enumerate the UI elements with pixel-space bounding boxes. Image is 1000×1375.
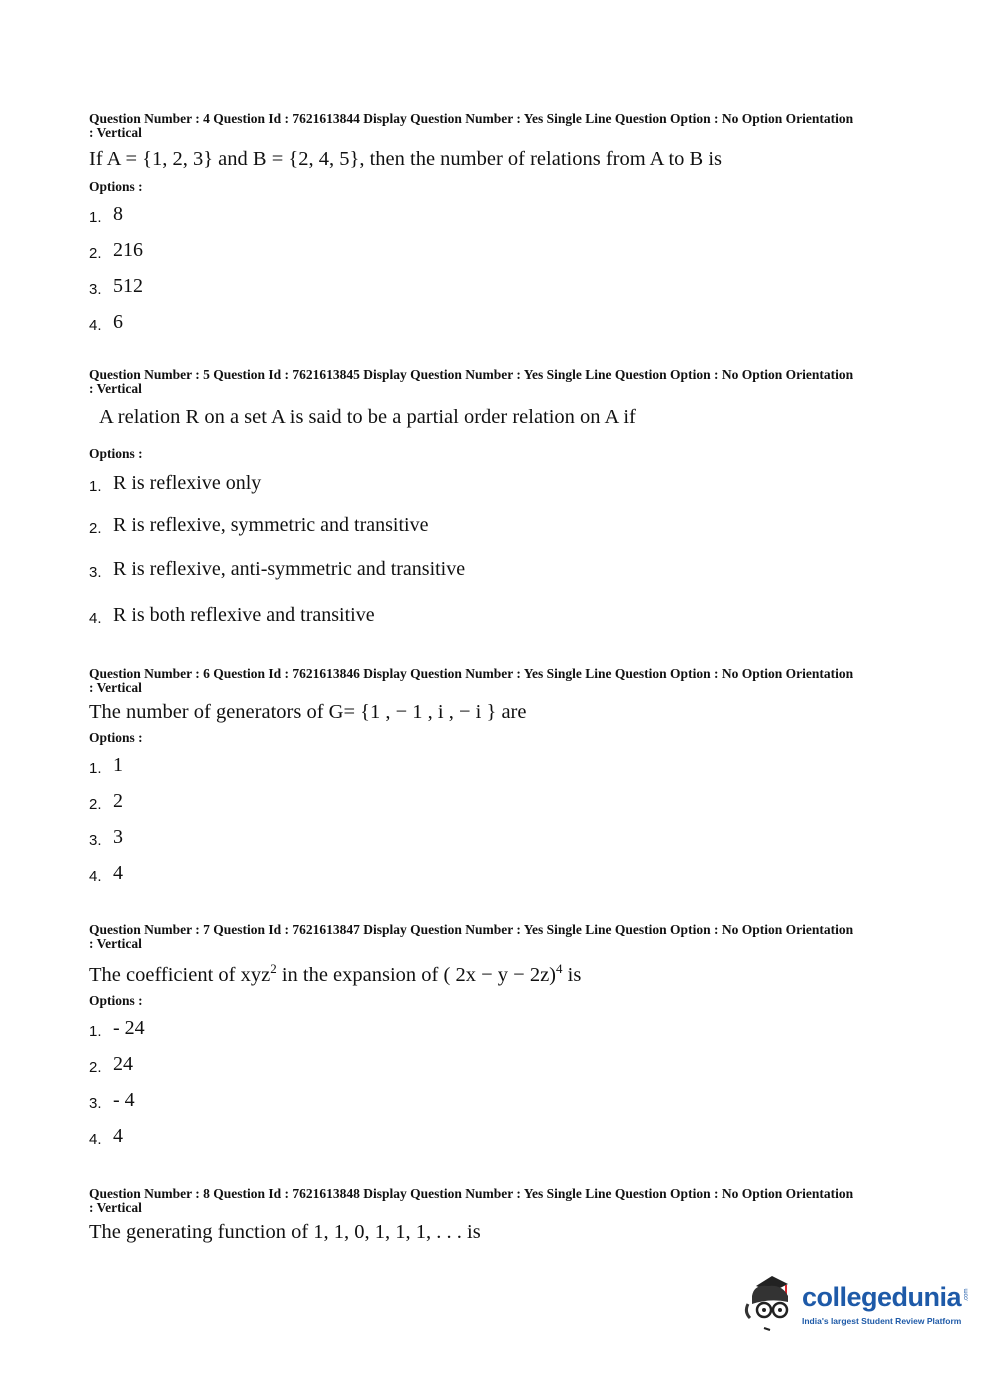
question-5 bbox=[89, 368, 859, 642]
option-text: 4 bbox=[113, 1124, 123, 1147]
option-text: 6 bbox=[113, 311, 123, 333]
option-text: 216 bbox=[113, 239, 143, 261]
option-number: 3. bbox=[89, 1094, 102, 1112]
option-1[interactable] bbox=[89, 754, 123, 777]
options-label: Options : bbox=[89, 179, 143, 194]
option-1[interactable] bbox=[89, 1017, 145, 1040]
option-1[interactable] bbox=[89, 472, 261, 495]
question-meta: Question Number : 7 Question Id : 7621613847 Display Question Number : Yes Single Line Question Option : No Option Orientation : Vertical bbox=[89, 922, 854, 951]
option-text: R is reflexive, symmetric and transitive bbox=[113, 514, 429, 536]
option-number: 3. bbox=[89, 832, 102, 849]
option-2[interactable] bbox=[89, 1053, 133, 1076]
question-meta: Question Number : 8 Question Id : 7621613848 Display Question Number : Yes Single Line Question Option : No Option Orientation : Vertical bbox=[89, 1186, 854, 1215]
option-text: R is both reflexive and transitive bbox=[113, 604, 375, 626]
option-text: - 4 bbox=[113, 1088, 135, 1111]
option-text: - 24 bbox=[113, 1016, 145, 1039]
option-3[interactable] bbox=[89, 1089, 135, 1112]
question-meta: Question Number : 6 Question Id : 7621613846 Display Question Number : Yes Single Line Question Option : No Option Orientation : Vertical bbox=[89, 666, 854, 695]
option-1[interactable] bbox=[89, 203, 123, 226]
logo-wordmark: collegedunia bbox=[802, 1282, 962, 1312]
option-text: 8 bbox=[113, 203, 123, 225]
logo-suffix: .com bbox=[963, 1288, 970, 1302]
collegedunia-logo bbox=[742, 1272, 972, 1342]
question-stem: The number of generators of G= {1 , − 1 , i , − i } are bbox=[89, 701, 527, 723]
option-number: 2. bbox=[89, 245, 102, 262]
option-text: R is reflexive only bbox=[113, 472, 262, 494]
option-3[interactable] bbox=[89, 558, 465, 581]
option-2[interactable] bbox=[89, 239, 143, 262]
option-4[interactable] bbox=[89, 1125, 123, 1148]
option-number: 4. bbox=[89, 610, 102, 627]
option-number: 3. bbox=[89, 281, 102, 298]
option-4[interactable] bbox=[89, 311, 123, 334]
option-text: 3 bbox=[113, 826, 123, 848]
option-number: 3. bbox=[89, 564, 102, 581]
option-number: 1. bbox=[89, 1022, 102, 1040]
options-label: Options : bbox=[89, 446, 143, 461]
option-2[interactable] bbox=[89, 514, 428, 537]
option-text: 2 bbox=[113, 790, 123, 812]
question-stem bbox=[89, 961, 859, 987]
option-3[interactable] bbox=[89, 275, 143, 298]
question-4 bbox=[89, 112, 859, 345]
question-meta: Question Number : 4 Question Id : 7621613844 Display Question Number : Yes Single Line Question Option : No Option Orientation : Vertical bbox=[89, 111, 854, 140]
option-text: 4 bbox=[113, 862, 123, 884]
student-mascot-icon bbox=[742, 1272, 800, 1334]
question-stem: If A = {1, 2, 3} and B = {2, 4, 5}, then the number of relations from A to B is bbox=[89, 148, 723, 170]
option-number: 4. bbox=[89, 868, 102, 885]
option-number: 2. bbox=[89, 1058, 102, 1076]
option-number: 4. bbox=[89, 1130, 102, 1148]
option-text: 512 bbox=[113, 275, 143, 297]
option-number: 1. bbox=[89, 478, 102, 495]
logo-tagline: India's largest Student Review Platform bbox=[802, 1316, 962, 1326]
question-7 bbox=[89, 923, 859, 1159]
question-6 bbox=[89, 667, 859, 896]
options-label: Options : bbox=[89, 730, 143, 745]
option-4[interactable] bbox=[89, 862, 123, 885]
question-stem: The generating function of 1, 1, 0, 1, 1, 1, . . . is bbox=[89, 1221, 481, 1243]
question-8 bbox=[89, 1187, 859, 1244]
stem-part: in the expansion of ( 2x − y − 2z) bbox=[276, 963, 556, 986]
stem-exponent: 4 bbox=[556, 961, 563, 976]
stem-part: The coefficient of xyz bbox=[89, 963, 271, 986]
option-text: 24 bbox=[113, 1052, 133, 1075]
option-number: 2. bbox=[89, 796, 102, 813]
option-4[interactable] bbox=[89, 604, 375, 627]
option-number: 2. bbox=[89, 520, 102, 537]
option-text: R is reflexive, anti-symmetric and transitive bbox=[113, 558, 466, 580]
option-text: 1 bbox=[113, 754, 123, 776]
question-stem: A relation R on a set A is said to be a partial order relation on A if bbox=[99, 406, 636, 428]
stem-part: is bbox=[562, 963, 582, 986]
option-number: 1. bbox=[89, 209, 102, 226]
option-3[interactable] bbox=[89, 826, 123, 849]
options-label: Options : bbox=[89, 992, 143, 1008]
question-meta: Question Number : 5 Question Id : 7621613845 Display Question Number : Yes Single Line Question Option : No Option Orientation : Vertical bbox=[89, 367, 854, 396]
option-number: 4. bbox=[89, 317, 102, 334]
option-number: 1. bbox=[89, 760, 102, 777]
stem-exponent: 2 bbox=[270, 961, 277, 976]
option-2[interactable] bbox=[89, 790, 123, 813]
